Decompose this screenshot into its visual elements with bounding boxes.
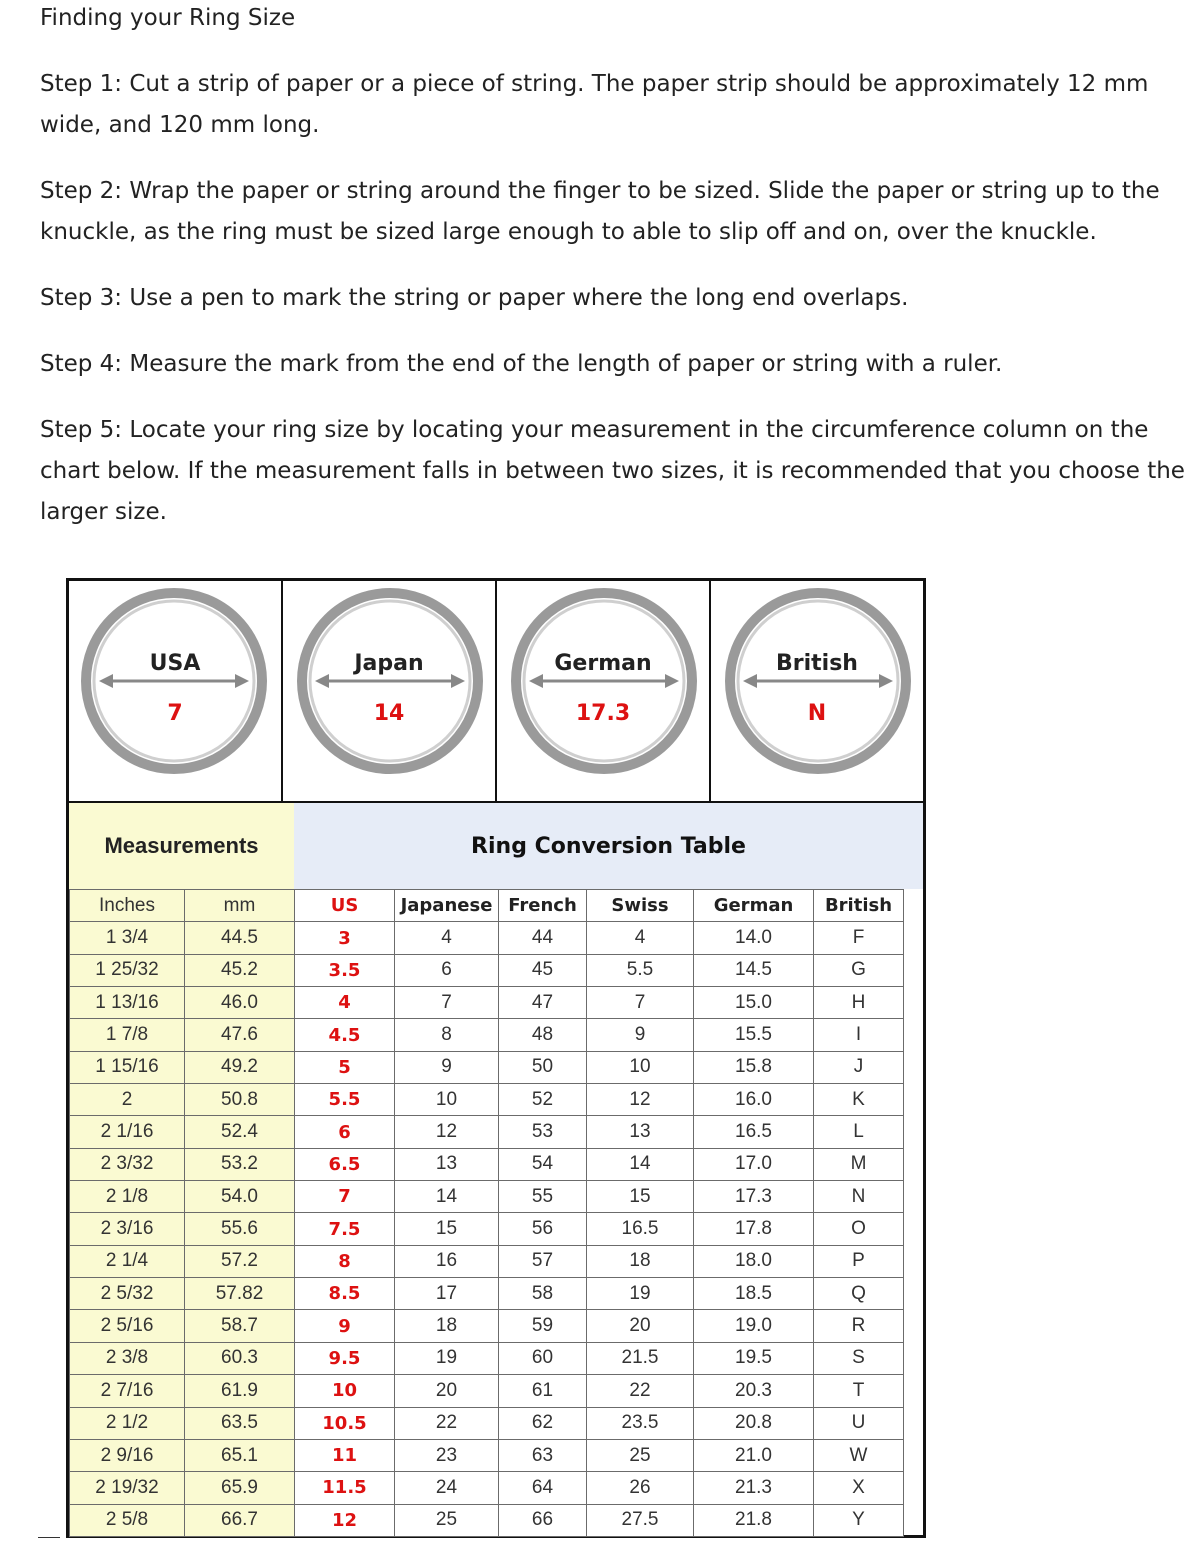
table-cell: 19	[587, 1278, 694, 1310]
table-row	[70, 1181, 904, 1213]
ring-usa	[69, 581, 283, 801]
table-cell: 17.8	[694, 1213, 814, 1245]
ring-label: German	[554, 651, 652, 676]
table-cell: 61.9	[185, 1375, 295, 1407]
table-cell: 6	[295, 1116, 395, 1148]
step-5: Step 5: Locate your ring size by locating your measurement in the circumference column on the chart below. If the measurement falls in between two sizes, it is recommended that you choose the larger size.	[40, 417, 1185, 525]
table-cell: 1 15/16	[70, 1051, 185, 1083]
table-cell: 9	[587, 1019, 694, 1051]
table-cell: 2 5/8	[70, 1504, 185, 1536]
table-row	[70, 1148, 904, 1180]
table-cell: 2 3/32	[70, 1148, 185, 1180]
table-row	[70, 1342, 904, 1374]
table-cell: 5	[295, 1051, 395, 1083]
table-cell: 54.0	[185, 1181, 295, 1213]
ring-label: British	[776, 651, 858, 676]
table-cell: 61	[499, 1375, 587, 1407]
table-row	[70, 1084, 904, 1116]
table-cell: 7	[395, 987, 499, 1019]
table-cell: 14.5	[694, 954, 814, 986]
table-cell: T	[814, 1375, 904, 1407]
table-cell: 9	[295, 1310, 395, 1342]
table-cell: L	[814, 1116, 904, 1148]
table-cell: 4	[587, 922, 694, 954]
table-row	[70, 1245, 904, 1277]
table-cell: 6.5	[295, 1148, 395, 1180]
column-header: mm	[185, 890, 295, 922]
table-cell: 22	[587, 1375, 694, 1407]
table-cell: F	[814, 922, 904, 954]
table-cell: 46.0	[185, 987, 295, 1019]
table-cell: 65.9	[185, 1472, 295, 1504]
table-cell: 20.3	[694, 1375, 814, 1407]
table-row	[70, 1116, 904, 1148]
table-cell: 23.5	[587, 1407, 694, 1439]
ring-conversion-table	[69, 889, 904, 1537]
table-cell: 2 5/32	[70, 1278, 185, 1310]
table-body	[70, 922, 904, 1537]
table-cell: 1 7/8	[70, 1019, 185, 1051]
table-cell: 2 1/8	[70, 1181, 185, 1213]
table-cell: 2 1/16	[70, 1116, 185, 1148]
table-cell: 15.5	[694, 1019, 814, 1051]
table-cell: N	[814, 1181, 904, 1213]
table-cell: 10	[395, 1084, 499, 1116]
table-cell: 58	[499, 1278, 587, 1310]
table-cell: 23	[395, 1439, 499, 1471]
ring-japan	[283, 581, 497, 801]
ring-value: 17.3	[575, 701, 631, 726]
table-header-row	[70, 890, 904, 922]
table-cell: 48	[499, 1019, 587, 1051]
table-cell: 18.5	[694, 1278, 814, 1310]
table-cell: J	[814, 1051, 904, 1083]
table-cell: 52.4	[185, 1116, 295, 1148]
table-cell: 20.8	[694, 1407, 814, 1439]
table-cell: 16.5	[587, 1213, 694, 1245]
table-cell: 16.5	[694, 1116, 814, 1148]
table-cell: O	[814, 1213, 904, 1245]
step-3: Step 3: Use a pen to mark the string or paper where the long end overlaps.	[40, 285, 909, 311]
conversion-table-title: Ring Conversion Table	[294, 803, 923, 889]
ring-illustrations	[69, 581, 923, 804]
table-cell: 64	[499, 1472, 587, 1504]
table-cell: 63	[499, 1439, 587, 1471]
column-header: French	[499, 890, 587, 922]
table-cell: I	[814, 1019, 904, 1051]
table-cell: 2 3/8	[70, 1342, 185, 1374]
table-cell: 10	[295, 1375, 395, 1407]
table-cell: 13	[587, 1116, 694, 1148]
table-cell: 45	[499, 954, 587, 986]
table-cell: 2 1/4	[70, 1245, 185, 1277]
table-cell: 21.3	[694, 1472, 814, 1504]
ring-german	[497, 581, 711, 801]
table-cell: 45.2	[185, 954, 295, 986]
table-cell: X	[814, 1472, 904, 1504]
table-row	[70, 1504, 904, 1536]
table-cell: 63.5	[185, 1407, 295, 1439]
table-cell: 18	[395, 1310, 499, 1342]
table-cell: 20	[587, 1310, 694, 1342]
table-cell: 2 19/32	[70, 1472, 185, 1504]
table-row	[70, 987, 904, 1019]
table-cell: 16	[395, 1245, 499, 1277]
table-row	[70, 1278, 904, 1310]
step-4: Step 4: Measure the mark from the end of the length of paper or string with a ruler.	[40, 351, 1003, 377]
table-cell: 55.6	[185, 1213, 295, 1245]
table-cell: 16.0	[694, 1084, 814, 1116]
table-cell: 57.2	[185, 1245, 295, 1277]
table-cell: 60.3	[185, 1342, 295, 1374]
table-cell: 1 13/16	[70, 987, 185, 1019]
table-row	[70, 1375, 904, 1407]
table-cell: 19.5	[694, 1342, 814, 1374]
measurements-header: Measurements	[69, 803, 294, 889]
table-cell: K	[814, 1084, 904, 1116]
table-cell: 2 3/16	[70, 1213, 185, 1245]
table-cell: 7	[295, 1181, 395, 1213]
table-cell: 1 3/4	[70, 922, 185, 954]
table-cell: 5.5	[587, 954, 694, 986]
table-cell: 65.1	[185, 1439, 295, 1471]
ring-size-chart	[66, 578, 926, 1538]
table-cell: M	[814, 1148, 904, 1180]
table-cell: 62	[499, 1407, 587, 1439]
table-cell: 12	[587, 1084, 694, 1116]
table-cell: 25	[587, 1439, 694, 1471]
table-cell: 57	[499, 1245, 587, 1277]
table-cell: 55	[499, 1181, 587, 1213]
table-cell: 10	[587, 1051, 694, 1083]
table-cell: 66.7	[185, 1504, 295, 1536]
table-cell: 4	[395, 922, 499, 954]
ring-icon	[711, 581, 925, 799]
table-cell: 21.8	[694, 1504, 814, 1536]
table-cell: R	[814, 1310, 904, 1342]
column-header: US	[295, 890, 395, 922]
table-row	[70, 1310, 904, 1342]
table-cell: 2 1/2	[70, 1407, 185, 1439]
table-cell: 14	[395, 1181, 499, 1213]
table-row	[70, 1019, 904, 1051]
table-cell: 47	[499, 987, 587, 1019]
table-cell: 18.0	[694, 1245, 814, 1277]
table-cell: 3	[295, 922, 395, 954]
table-cell: 10.5	[295, 1407, 395, 1439]
table-cell: 20	[395, 1375, 499, 1407]
table-cell: 27.5	[587, 1504, 694, 1536]
table-cell: 14	[587, 1148, 694, 1180]
table-cell: 19.0	[694, 1310, 814, 1342]
ring-value: 7	[167, 701, 183, 726]
table-cell: 57.82	[185, 1278, 295, 1310]
table-cell: 44	[499, 922, 587, 954]
table-cell: 15	[587, 1181, 694, 1213]
table-cell: 17	[395, 1278, 499, 1310]
table-cell: 24	[395, 1472, 499, 1504]
table-cell: 53.2	[185, 1148, 295, 1180]
table-cell: 66	[499, 1504, 587, 1536]
step-2: Step 2: Wrap the paper or string around the finger to be sized. Slide the paper or string up to the knuckle, as the ring must be sized large enough to able to slip off and on, over the knuckle.	[40, 178, 1160, 245]
column-header: Inches	[70, 890, 185, 922]
table-cell: G	[814, 954, 904, 986]
table-cell: 2 7/16	[70, 1375, 185, 1407]
table-cell: S	[814, 1342, 904, 1374]
ring-icon	[497, 581, 711, 799]
ring-icon	[69, 581, 279, 799]
table-cell: 5.5	[295, 1084, 395, 1116]
column-header: Japanese	[395, 890, 499, 922]
ring-british	[711, 581, 923, 801]
table-cell: 21.5	[587, 1342, 694, 1374]
ring-value: N	[807, 701, 827, 726]
table-cell: 22	[395, 1407, 499, 1439]
table-cell: 4	[295, 987, 395, 1019]
table-cell: 44.5	[185, 922, 295, 954]
table-cell: 9	[395, 1051, 499, 1083]
page-edge-mark	[38, 1537, 60, 1551]
instructions	[40, 0, 1185, 533]
table-row	[70, 1407, 904, 1439]
table-cell: 52	[499, 1084, 587, 1116]
table-cell: 4.5	[295, 1019, 395, 1051]
ring-label: Japan	[354, 651, 424, 676]
table-row	[70, 1472, 904, 1504]
table-cell: H	[814, 987, 904, 1019]
table-cell: Y	[814, 1504, 904, 1536]
table-cell: U	[814, 1407, 904, 1439]
ring-label: USA	[149, 651, 201, 676]
table-row	[70, 922, 904, 954]
column-header: British	[814, 890, 904, 922]
column-header: Swiss	[587, 890, 694, 922]
table-cell: 17.3	[694, 1181, 814, 1213]
table-cell: 59	[499, 1310, 587, 1342]
table-cell: 11	[295, 1439, 395, 1471]
table-cell: 9.5	[295, 1342, 395, 1374]
table-cell: 8.5	[295, 1278, 395, 1310]
table-cell: 8	[395, 1019, 499, 1051]
table-cell: 3.5	[295, 954, 395, 986]
table-cell: 21.0	[694, 1439, 814, 1471]
table-cell: 58.7	[185, 1310, 295, 1342]
table-cell: 15	[395, 1213, 499, 1245]
table-cell: 18	[587, 1245, 694, 1277]
table-cell: P	[814, 1245, 904, 1277]
table-cell: 14.0	[694, 922, 814, 954]
ring-icon	[283, 581, 497, 799]
table-cell: 6	[395, 954, 499, 986]
table-cell: 12	[295, 1504, 395, 1536]
table-cell: 11.5	[295, 1472, 395, 1504]
table-row	[70, 1213, 904, 1245]
table-cell: 60	[499, 1342, 587, 1374]
table-cell: W	[814, 1439, 904, 1471]
table-cell: 8	[295, 1245, 395, 1277]
page-title: Finding your Ring Size	[40, 5, 296, 31]
table-row	[70, 954, 904, 986]
table-cell: 26	[587, 1472, 694, 1504]
table-cell: 15.8	[694, 1051, 814, 1083]
table-cell: 49.2	[185, 1051, 295, 1083]
table-cell: 50.8	[185, 1084, 295, 1116]
table-row	[70, 1439, 904, 1471]
table-cell: 25	[395, 1504, 499, 1536]
table-cell: 50	[499, 1051, 587, 1083]
table-cell: 2 5/16	[70, 1310, 185, 1342]
table-cell: 2	[70, 1084, 185, 1116]
table-cell: Q	[814, 1278, 904, 1310]
table-cell: 13	[395, 1148, 499, 1180]
table-cell: 15.0	[694, 987, 814, 1019]
table-cell: 7	[587, 987, 694, 1019]
table-cell: 19	[395, 1342, 499, 1374]
table-cell: 17.0	[694, 1148, 814, 1180]
table-cell: 47.6	[185, 1019, 295, 1051]
table-cell: 53	[499, 1116, 587, 1148]
table-row	[70, 1051, 904, 1083]
ring-value: 14	[373, 701, 405, 726]
table-cell: 7.5	[295, 1213, 395, 1245]
step-1: Step 1: Cut a strip of paper or a piece of string. The paper strip should be approximately 12 mm wide, and 120 mm long.	[40, 71, 1149, 138]
table-cell: 54	[499, 1148, 587, 1180]
column-header: German	[694, 890, 814, 922]
table-cell: 2 9/16	[70, 1439, 185, 1471]
table-cell: 12	[395, 1116, 499, 1148]
table-cell: 1 25/32	[70, 954, 185, 986]
table-cell: 56	[499, 1213, 587, 1245]
